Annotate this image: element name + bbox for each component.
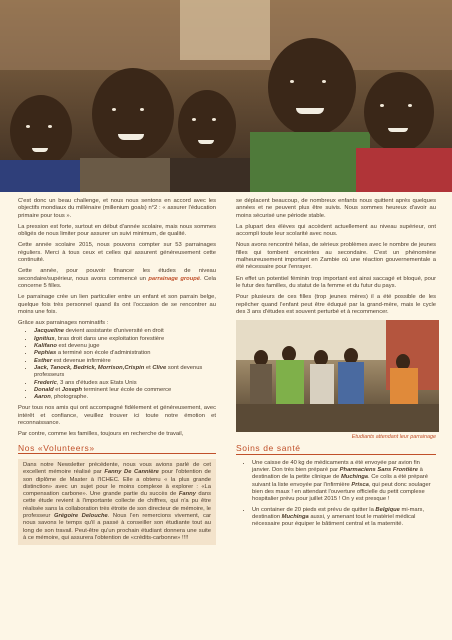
- health-list: [236, 460, 436, 529]
- section-title-health: Soins de santé: [236, 443, 301, 454]
- section-divider: [236, 454, 436, 455]
- list-item: • Jack, Tanock, Bedrick, Morrison,Crispin et Clive sont devenus professeurs: [34, 365, 216, 380]
- paragraph: Cette année scolaire 2015, nous pouvons compter sur 53 parrainages réguliers. Merci à tous ceux et celles qui assurent généreusement cette continuité.: [18, 242, 216, 264]
- paragraph: C'est donc un beau challenge, et nous nous sentons en accord avec les objectifs mondiaux du millénaire (millenium goals) n°2 : « assurer l'éducation primaire pour tous ».: [18, 198, 216, 219]
- students-waiting-photo: [236, 320, 439, 432]
- list-item: • Ignitius, bras droit dans une exploitation forestière: [34, 336, 216, 343]
- right-column: [236, 198, 436, 532]
- list-item: • Esther est devenue infirmière: [34, 358, 216, 365]
- paragraph: Pour plusieurs de ces filles (trop jeunes mères) il a été possible de les repêcher quand l'enfant peut être éduqué par la grand-mère, mais le cycle des 3 ans d'études est souvent perturbé et à recommencer.: [236, 294, 436, 315]
- paragraph: se déplacent beaucoup, de nombreux enfants nous quittent après quelques années et ne peuvent plus être suivis. Nous sommes heureux d'avoir au moins sécurisé une période stable.: [236, 198, 436, 219]
- volunteers-box: [18, 459, 216, 545]
- list-item: • Jacqueline devient assistante d'université en droit: [34, 328, 216, 335]
- paragraph: La pression est forte, surtout en début d'année scolaire, mais nous sommes obligés de nous limiter pour assurer un suivi minimum, de qualité.: [18, 223, 216, 238]
- list-item: • Donald et Joseph terminent leur école de commerce: [34, 387, 216, 394]
- list-item: • Pephias a terminé son école d'administration: [34, 350, 216, 357]
- section-divider: [18, 453, 216, 454]
- paragraph: La plupart des élèves qui accèdent actuellement au niveau supérieur, ont accompli toute leur scolarité avec nous.: [236, 223, 436, 238]
- left-column: [18, 198, 216, 545]
- sponsored-students-list: [18, 328, 216, 401]
- list-item: • Un container de 20 pieds est prévu de quitter la Belgique mi-mars, destination Muchinga aussi, y amenant tout le matériel médical nécessaire pour équiper le bâtiment central et la maternité.: [252, 507, 436, 529]
- section-title-volunteers: Nos «Volunteers»: [18, 442, 95, 453]
- list-intro: Grâce aux parrainages nominatifs :: [18, 320, 109, 327]
- list-item: • Une caisse de 40 kg de médicaments a été envoyée par avion fin janvier. Don très bien préparé par Pharmaciens Sans Frontière à destination de la petite clinique de Muchinga. Ce colis a été préparé suivant la liste envoyée par l'infirmière Prisca, qui peut donc soulager bien des maux ! en attendant l'ouverture officielle du petit complexe hospitalier prévu pour juillet 2015 ! On y est presque !: [252, 460, 436, 504]
- paragraph: Pour tous nos amis qui ont accompagné fidèlement et généreusement, avec intérêt et confiance, veuillez trouver ici toute notre émotion et reconnaissance.: [18, 405, 216, 427]
- list-item: • Kalifano est devenu juge: [34, 343, 216, 350]
- list-item: • Frederic, 3 ans d'études aux Etats Unis: [34, 380, 216, 387]
- paragraph: Par contre, comme les familles, toujours en recherche de travail,: [18, 431, 184, 438]
- children-photo: [0, 0, 452, 192]
- list-item: • Aaron, photographe.: [34, 394, 216, 401]
- photo-caption: Etudiants attendant leur parrainage: [351, 434, 436, 441]
- paragraph: Nous avons rencontré hélas, de sérieux problèmes avec le nombre de jeunes filles qui tombent enceintes au secondaire. C'est un phénomène malheureusement important en Zambie où une réaction gouvernementale a été nécessaire pour l'enrayer.: [236, 242, 436, 271]
- paragraph: Dans notre Newsletter précédente, nous vous avions parlé de cet excellent mémoire réalisé par Fanny De Cannière pour l'obtention de son diplôme de Master à l'ICHEC. Elle a obtenu « la plus grande distinction» avec un sujet pour le moins complexe à explorer : «La compensation carbone». Une grande partie du succès de Fanny dans cette étude revient à l'importante collecte de chiffres, qui n'a pu être réalisée sans la collaboration très étroite de son directeur de mémoire, le professeur Grégoire Delouche. Nous l'en remercions vivement, car nous savons le temps qu'il a passé à conseiller son étudiante tout au long de son travail. Peut-être qu'un prochain étudiant donnera une suite à ce mémoire, qui assurera l'obtention de «crédits-carbonne» !!!!: [23, 461, 211, 541]
- paragraph: En effet un potentiel féminin trop important est ainsi saccagé et bloqué, pour le futur des familles, du statut de la femme et du futur du pays.: [236, 275, 436, 289]
- paragraph: Cette année, pour pouvoir financer les études de niveau secondaire/supérieur, nous avons commencé un parrainage groupé. Cela concerne 5 filles.: [18, 268, 216, 289]
- paragraph: Le parrainage crée un lien particulier entre un enfant et son parrain belge, quelque fois très personnel quand ils ont l'occasion de se rencontrer au moins une fois.: [18, 294, 216, 315]
